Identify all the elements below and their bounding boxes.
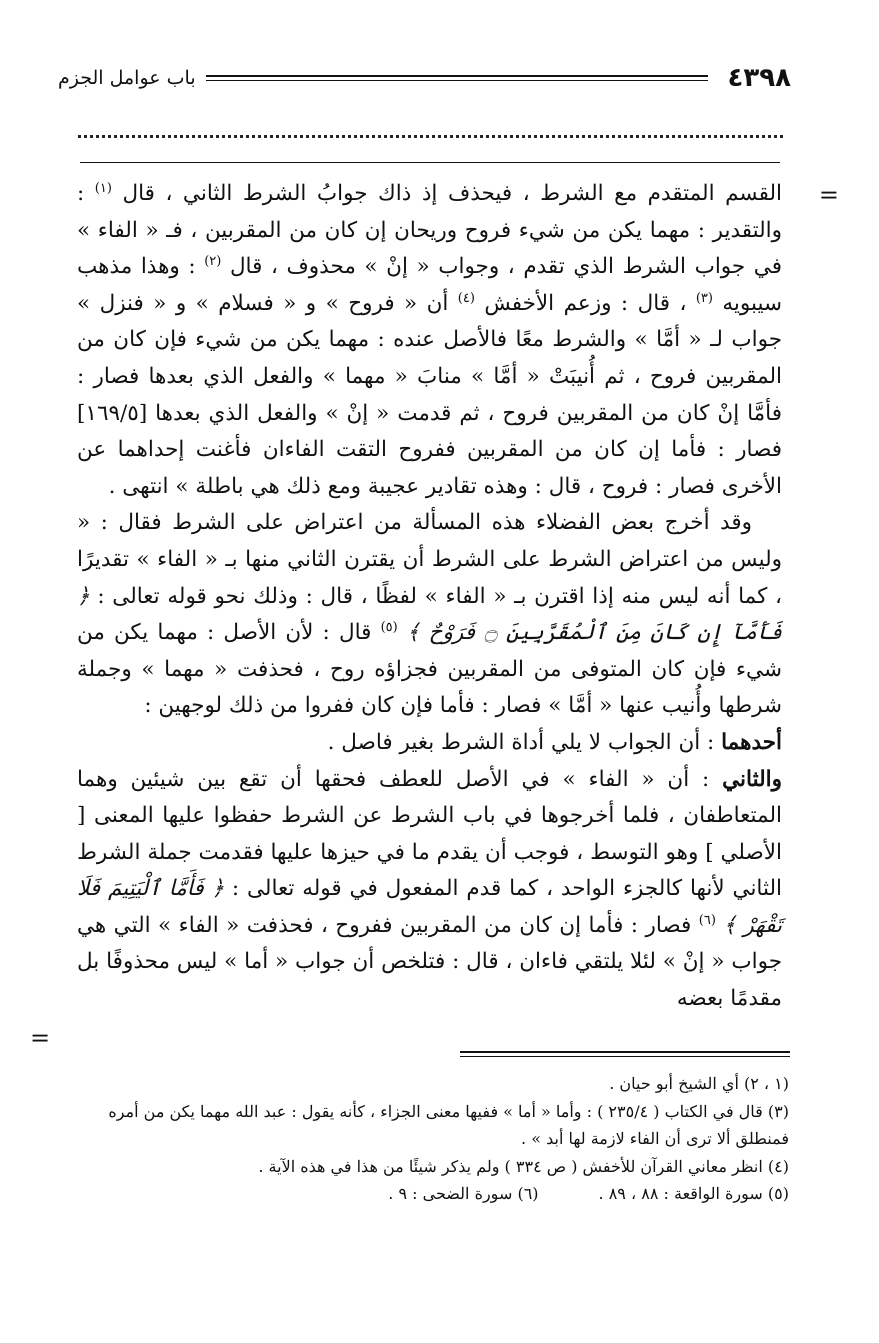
footnotes <box>79 1070 789 1208</box>
page-header <box>58 58 791 98</box>
footnote-1: (١ ، ٢) أي الشيخ أبو حيان . <box>609 1074 789 1093</box>
footnote-ref-4: (٤) <box>457 290 475 306</box>
footnote-5: (٥) سورة الواقعة : ٨٨ ، ٨٩ . <box>598 1184 789 1203</box>
header-rule <box>206 75 708 81</box>
second-reason-label: والثاني <box>722 766 782 792</box>
footnote-ref-5: (٥) <box>380 619 398 635</box>
footnote-6: (٦) سورة الضحى : ٩ . <box>388 1184 539 1203</box>
p4-text-a: : أن « الفاء » في الأصل للعطف فحقها أن تقع بين شيئين وهما المتعاطفان ، فلما أخرجوها في باب الشرط عن الشرط حفظوا عليها المعنى [ الأصلي ] وهو التوسط ، فوجب أن يقدم ما في حيزها عليها فقدمت جملة الشرط الثاني لأنها كالجزء الواحد ، كما قدم المفعول في قوله تعالى : <box>77 766 782 902</box>
chapter-title: باب عوامل الجزم <box>58 67 196 89</box>
p1-text-d: ، قال : وزعم الأخفش <box>474 290 696 316</box>
p1-text-e: أن « فروح » و « فسلام » و « فنزل » جواب لـ « أمَّا » والشرط معًا فالأصل عنده : مهما يكن من شيء فإن كان من المقربين فروح ، ثم أُنيبَتْ « أمَّا » منابَ « مهما » والفعل الذي بعدها فصار : فأمَّا إنْ كان من المقربين فروح ، ثم قدمت « إنْ » والفعل الذي بعدها [١٦٩/٥] فصار : فأما إن كان من المقربين ففروح التقت الفاءان فأغنت إحداهما عن الأخرى فصار : فروح ، قال : وهذه تقادير عجيبة ومع ذلك هي باطلة » انتهى . <box>77 290 782 499</box>
footnote-ref-1: (١) <box>94 180 112 196</box>
footnote-3: (٣) قال في الكتاب ( ٢٣٥/٤ ) : وأما « أما » ففيها معنى الجزاء ، كأنه يقول : عبد الله مهما يكن من أمره فمنطلق ألا ترى أن الفاء لازمة لها أبد » . <box>108 1101 789 1148</box>
p4-text-b: فصار : فأما إن كان من المقربين ففروح ، فحذفت « الفاء » التي هي جواب « إنْ » لئلا يلتقي فاءان ، قال : فتلخص أن جواب « أما » ليس محذوفًا بل مقدمًا بعضه <box>77 912 782 1012</box>
p2-text-a: وقد أخرج بعض الفضلاء هذه المسألة من اعتراض على الشرط فقال : « وليس من اعتراض الشرط على الشرط أن يقترن الثاني منها بـ « الفاء » تقديرًا ، كما أنه ليس منه إذا اقترن بـ « الفاء » لفظًا ، قال : وذلك نحو قوله تعالى : <box>77 510 782 609</box>
page-number: ٤٣٩٨ <box>727 63 791 93</box>
quran-verse-2: ﴿ فَأَمَّا ٱلْيَتِيمَ فَلَا تَقْهَرْ ﴾ <box>77 876 783 938</box>
footnote-ref-6: (٦) <box>698 912 716 928</box>
paragraph-4 <box>77 762 782 1018</box>
main-text <box>77 176 782 1018</box>
continuation-mark-start: = <box>818 181 839 209</box>
footnote-ref-3: (٣) <box>695 290 713 306</box>
quran-verse-1: ﴿ فَأَمَّآ إِن كَانَ مِنَ ٱلْمُقَرَّبِينَ ۝ فَرَوْحٌ ﴾ <box>77 583 782 646</box>
footnote-4: (٤) انظر معاني القرآن للأخفش ( ص ٣٣٤ ) ولم يذكر شيئًا من هذا في هذه الآية . <box>258 1156 789 1176</box>
dotted-separator <box>78 135 783 138</box>
footnote-rule <box>460 1051 790 1057</box>
continuation-mark-end: = <box>30 1024 51 1052</box>
paragraph-3 <box>77 725 782 762</box>
p1-text-b: : والتقدير : مهما يكن من شيء فروح وريحان إن كان من المقربين ، فـ « الفاء » في جواب الشرط الذي تقدم ، وجواب « إنْ » محذوف ، قال <box>77 181 782 280</box>
p2-text-b: قال : لأن الأصل : مهما يكن من شيء فإن كان المتوفى من المقربين فجزاؤه روح ، فحذفت « مهما » وجملة شرطها وأُنيب عنها « أمَّا » فصار : فأما فإن كان ففروا من ذلك لوجهين : <box>77 620 782 719</box>
p1-text-a: القسم المتقدم مع الشرط ، فيحذف إذ ذاك جوابُ الشرط الثاني ، قال <box>111 181 782 206</box>
paragraph-1 <box>77 176 782 505</box>
paragraph-2 <box>77 505 782 725</box>
footnote-row-5-6 <box>79 1180 789 1208</box>
p3-text: : أن الجواب لا يلي أداة الشرط بغير فاصل . <box>327 729 722 755</box>
footnote-ref-2: (٢) <box>204 254 222 270</box>
first-reason-label: أحدهما <box>721 729 782 755</box>
p1-text-c: : وهذا مذهب سيبويه <box>77 254 782 316</box>
text-top-rule <box>80 162 780 163</box>
